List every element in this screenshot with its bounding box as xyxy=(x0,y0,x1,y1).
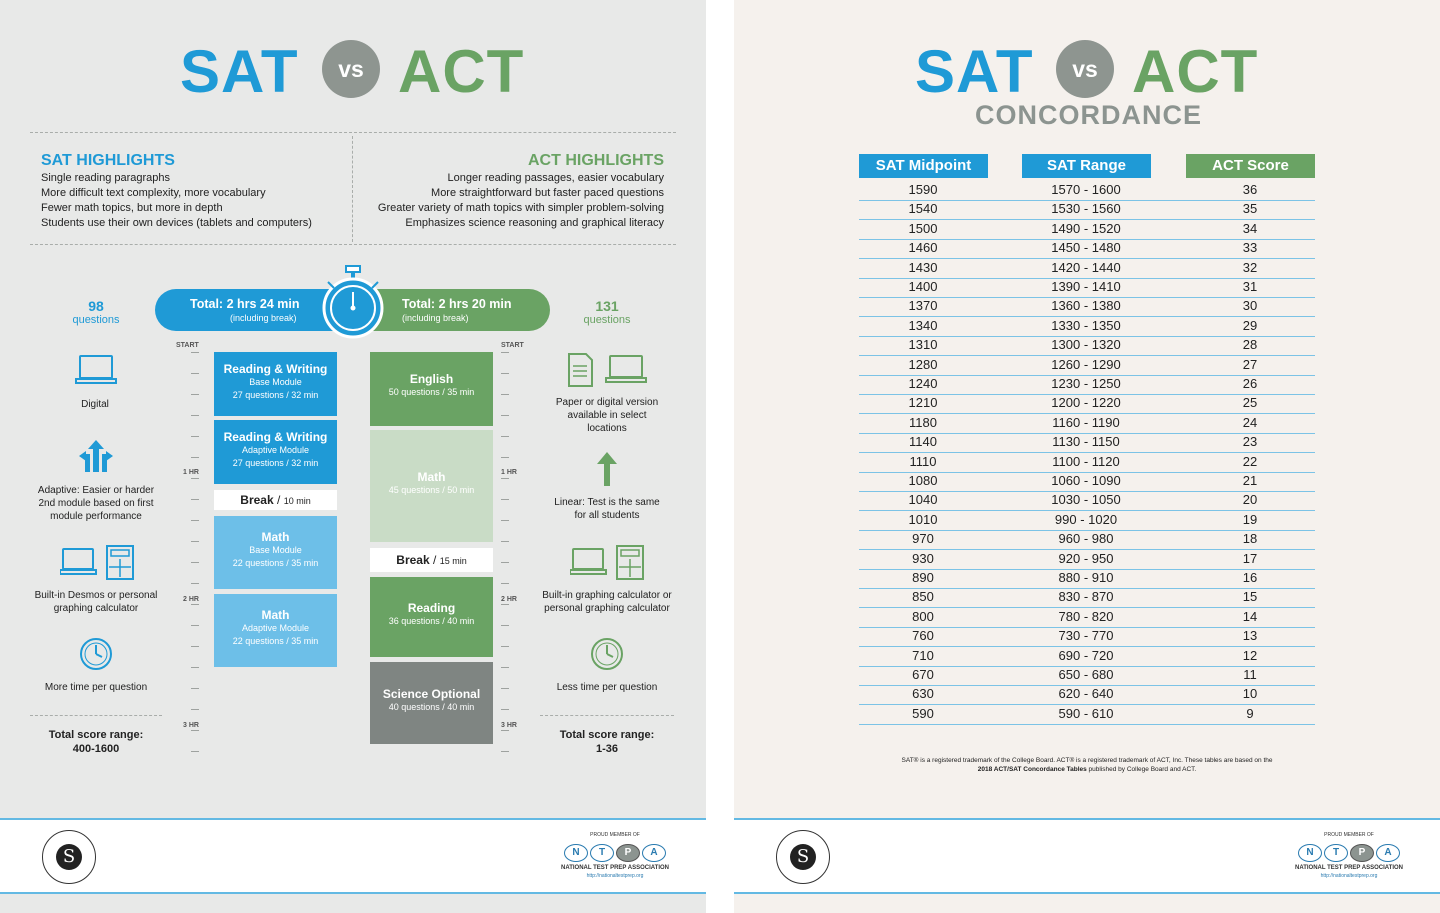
table-row xyxy=(859,588,1315,608)
table-row xyxy=(859,278,1315,298)
timeline-tick xyxy=(191,709,199,710)
logo-letter: S xyxy=(56,844,82,870)
act-score-cell: 19 xyxy=(1242,511,1258,527)
sat-range-cell: 1130 - 1150 xyxy=(1052,434,1120,450)
ntpa-letter: A xyxy=(1376,844,1400,862)
act-section-block xyxy=(370,430,493,542)
sat-section-block xyxy=(214,420,337,484)
sat-midpoint-cell: 1540 xyxy=(908,201,938,217)
sat-range-cell: 620 - 640 xyxy=(1058,686,1114,702)
sat-range-cell: 780 - 820 xyxy=(1058,608,1114,624)
act-highlight-item: More straightforward but faster paced questions xyxy=(431,187,664,199)
column-header-act-score: ACT Score xyxy=(1186,154,1315,178)
sat-range-cell: 1100 - 1120 xyxy=(1052,453,1120,469)
act-highlights-title: ACT HIGHLIGHTS xyxy=(528,152,664,169)
timeline-tick xyxy=(501,625,509,626)
sat-section-block xyxy=(214,352,337,416)
sat-total-note: (including break) xyxy=(230,313,297,323)
timeline-tick xyxy=(191,583,199,584)
sat-range-cell: 1060 - 1090 xyxy=(1051,473,1121,488)
table-row xyxy=(859,336,1315,356)
sat-midpoint-cell: 850 xyxy=(912,589,934,605)
act-feature-label: Linear: Test is the same for all students xyxy=(554,497,660,521)
table-row xyxy=(859,317,1315,337)
table-row xyxy=(859,297,1315,317)
act-question-label: questions xyxy=(583,314,631,326)
act-score-cell: 18 xyxy=(1242,531,1258,547)
sat-section-module: Base Module xyxy=(249,545,302,555)
divider xyxy=(540,715,674,716)
timeline-tick xyxy=(191,646,199,647)
sat-section-module: Adaptive Module xyxy=(241,623,310,633)
sat-range-cell: 1300 - 1320 xyxy=(1051,337,1121,353)
sat-range-cell: 1030 - 1050 xyxy=(1051,492,1121,508)
act-question-count xyxy=(562,298,652,326)
sat-range-cell: 920 - 950 xyxy=(1058,550,1114,566)
ntpa-proud-member: PROUD MEMBER OF xyxy=(590,832,640,838)
column-header-sat-range: SAT Range xyxy=(1022,154,1151,178)
sat-section-detail: 22 questions / 35 min xyxy=(232,636,319,646)
concordance-page xyxy=(734,0,1440,913)
act-score-cell: 33 xyxy=(1242,240,1258,256)
sat-midpoint-cell: 1340 xyxy=(908,317,938,333)
ntpa-url[interactable]: http://nationaltestprep.org xyxy=(1320,873,1378,879)
timeline-tick xyxy=(191,688,199,689)
page-footer xyxy=(0,818,706,894)
sat-midpoint-cell: 930 xyxy=(912,550,934,566)
act-score-range-label: Total score range: xyxy=(559,729,655,741)
timeline-tick xyxy=(191,352,199,353)
sat-midpoint-cell: 1080 xyxy=(908,473,938,488)
table-row xyxy=(859,414,1315,434)
timeline-tick xyxy=(501,436,509,437)
concordance-title-act: ACT xyxy=(1132,38,1259,105)
timeline-tick xyxy=(501,709,509,710)
act-section-title: Math xyxy=(417,470,446,484)
break-time: 15 min xyxy=(439,556,467,566)
concordance-title-sat: SAT xyxy=(915,38,1034,105)
sat-midpoint-cell: 590 xyxy=(912,705,934,721)
timeline-tick xyxy=(501,604,509,605)
sat-midpoint-cell: 760 xyxy=(912,628,934,644)
timeline-3hr-label: 3 HR xyxy=(183,722,199,729)
sat-range-cell: 1360 - 1380 xyxy=(1051,298,1121,314)
sat-midpoint-cell: 670 xyxy=(912,667,934,682)
act-score-cell: 23 xyxy=(1242,434,1258,450)
table-row xyxy=(859,433,1315,453)
act-highlight-item: Emphasizes science reasoning and graphical literacy xyxy=(405,217,664,229)
sat-section-block xyxy=(214,594,337,667)
divider xyxy=(30,132,676,133)
concordance-title-vs-badge: vs xyxy=(1056,40,1114,98)
act-section-title: Science Optional xyxy=(382,687,481,701)
sat-midpoint-cell: 890 xyxy=(912,570,934,585)
title-vs-badge: vs xyxy=(322,40,380,98)
act-feature-label: Less time per question xyxy=(556,682,658,693)
table-row xyxy=(859,200,1315,220)
sat-midpoint-cell: 1010 xyxy=(908,511,938,527)
ntpa-letter: P xyxy=(1350,844,1374,862)
sat-midpoint-cell: 800 xyxy=(912,608,934,624)
footnote-line-2 xyxy=(854,765,1320,774)
sat-midpoint-cell: 1460 xyxy=(908,240,938,256)
act-score-cell: 16 xyxy=(1242,570,1258,585)
timeline-2hr-label: 2 HR xyxy=(183,596,199,603)
act-score-cell: 10 xyxy=(1242,686,1258,702)
timeline-tick xyxy=(501,751,509,752)
timeline-tick xyxy=(191,604,199,605)
nicholson-tutoring-logo xyxy=(776,830,830,884)
sat-range-cell: 690 - 720 xyxy=(1058,647,1114,663)
sat-midpoint-cell: 1310 xyxy=(908,337,938,353)
sat-section-title: Reading & Writing xyxy=(223,430,328,444)
act-score-cell: 36 xyxy=(1242,182,1258,197)
table-row xyxy=(859,627,1315,647)
timeline-start-label: START xyxy=(176,342,199,349)
page-footer xyxy=(734,818,1440,894)
act-total-note: (including break) xyxy=(402,313,469,323)
act-section-detail: 36 questions / 40 min xyxy=(388,616,475,626)
timeline-tick xyxy=(191,457,199,458)
title-sat: SAT xyxy=(180,38,299,105)
timeline-tick xyxy=(501,394,509,395)
sat-section-module: Base Module xyxy=(249,377,302,387)
sat-section-module: Adaptive Module xyxy=(241,445,310,455)
sat-midpoint-cell: 630 xyxy=(912,686,934,702)
timeline-tick xyxy=(191,415,199,416)
sat-midpoint-cell: 1040 xyxy=(908,492,938,508)
act-score-range xyxy=(537,728,677,756)
timeline-3hr-label: 3 HR xyxy=(501,722,517,729)
timeline-tick xyxy=(191,520,199,521)
sat-range-cell: 1260 - 1290 xyxy=(1051,356,1121,372)
act-score-cell: 17 xyxy=(1242,550,1258,566)
timeline-tick xyxy=(501,562,509,563)
laptop-calculator-icon xyxy=(570,545,645,581)
act-score-cell: 29 xyxy=(1242,317,1258,333)
act-section-block xyxy=(370,662,493,744)
act-score-cell: 30 xyxy=(1242,298,1258,314)
sat-range-cell: 730 - 770 xyxy=(1058,628,1114,644)
timeline-tick xyxy=(501,583,509,584)
concordance-subtitle: CONCORDANCE xyxy=(975,100,1202,130)
timeline-tick xyxy=(501,667,509,668)
act-score-cell: 26 xyxy=(1242,376,1258,391)
act-feature-label: Paper or digital version available in select locations xyxy=(555,397,659,434)
act-section-title: English xyxy=(409,372,454,386)
ntpa-name: NATIONAL TEST PREP ASSOCIATION xyxy=(560,865,669,871)
sat-midpoint-cell: 1180 xyxy=(909,414,937,430)
sat-highlight-item: Fewer math topics, but more in depth xyxy=(41,202,223,214)
act-score-cell: 11 xyxy=(1243,667,1257,682)
table-row xyxy=(859,181,1315,201)
clock-icon xyxy=(79,637,113,671)
sat-midpoint-cell: 1400 xyxy=(908,279,938,294)
sat-range-cell: 1330 - 1350 xyxy=(1051,317,1121,333)
sat-question-number: 98 xyxy=(88,298,104,314)
table-row xyxy=(859,453,1315,473)
sat-range-cell: 880 - 910 xyxy=(1058,570,1114,585)
ntpa-proud-member: PROUD MEMBER OF xyxy=(1324,832,1374,838)
act-highlight-item: Greater variety of math topics with simpler problem-solving xyxy=(377,202,664,214)
timeline-start-label: START xyxy=(501,342,524,349)
divider xyxy=(352,136,353,242)
sat-score-range-label: Total score range: xyxy=(48,729,144,741)
sat-feature-label: Adaptive: Easier or harder 2nd module based on first module performance xyxy=(37,485,155,522)
act-score-cell: 12 xyxy=(1242,647,1258,663)
laptop-calculator-icon xyxy=(60,545,135,581)
sat-score-range xyxy=(26,728,166,756)
timeline-tick xyxy=(501,730,509,731)
sat-highlight-item: More difficult text complexity, more vocabulary xyxy=(41,187,266,199)
sat-midpoint-cell: 710 xyxy=(912,647,934,663)
act-score-cell: 32 xyxy=(1242,259,1258,275)
sat-section-detail: 27 questions / 32 min xyxy=(232,390,319,400)
timeline-tick xyxy=(191,478,199,479)
footnote-source-title: 2018 ACT/SAT Concordance Tables xyxy=(977,766,1087,773)
act-feature-label: Built-in graphing calculator or personal graphing calculator xyxy=(542,590,672,614)
sat-range-cell: 960 - 980 xyxy=(1058,531,1114,547)
sat-range-cell: 1420 - 1440 xyxy=(1051,259,1121,275)
timeline-tick xyxy=(501,520,509,521)
table-row xyxy=(859,530,1315,550)
act-score-cell: 22 xyxy=(1242,453,1258,469)
sat-range-cell: 1570 - 1600 xyxy=(1051,182,1121,197)
table-row xyxy=(859,569,1315,589)
sat-highlight-item: Single reading paragraphs xyxy=(41,172,171,184)
sat-midpoint-cell: 1370 xyxy=(908,298,938,314)
paper-laptop-icon xyxy=(566,352,648,388)
break-label: Break xyxy=(396,553,430,567)
timeline-tick xyxy=(501,646,509,647)
nicholson-tutoring-logo xyxy=(42,830,96,884)
sat-section-detail: 27 questions / 32 min xyxy=(232,458,319,468)
sat-feature-label: More time per question xyxy=(44,682,148,693)
sat-feature-label: Built-in Desmos or personal graphing calculator xyxy=(34,590,158,614)
act-score-cell: 20 xyxy=(1242,492,1258,508)
timeline-tick xyxy=(501,457,509,458)
act-highlight-item: Longer reading passages, easier vocabulary xyxy=(447,172,664,184)
ntpa-badge xyxy=(1282,832,1416,879)
act-score-cell: 28 xyxy=(1242,337,1258,353)
ntpa-letter: T xyxy=(590,844,614,862)
act-score-cell: 21 xyxy=(1242,473,1258,488)
laptop-icon xyxy=(75,354,117,386)
sat-midpoint-cell: 970 xyxy=(912,531,934,547)
table-row xyxy=(859,705,1315,725)
act-section-block xyxy=(370,577,493,657)
sat-question-count xyxy=(51,298,141,326)
sat-highlight-item: Students use their own devices (tablets and computers) xyxy=(41,217,312,229)
footnote-line-1: SAT® is a registered trademark of the College Board. ACT® is a registered trademark of ACT, Inc. These tables are based on the xyxy=(901,757,1273,764)
sat-range-cell: 1200 - 1220 xyxy=(1051,395,1121,411)
timeline-tick xyxy=(191,373,199,374)
sat-range-cell: 1230 - 1250 xyxy=(1051,376,1121,391)
sat-section-block xyxy=(214,516,337,589)
ntpa-badge xyxy=(548,832,682,879)
sat-question-label: questions xyxy=(72,314,120,326)
sat-break xyxy=(214,490,337,510)
timeline-tick xyxy=(191,541,199,542)
act-score-cell: 9 xyxy=(1246,705,1254,721)
timeline-tick xyxy=(501,688,509,689)
table-row xyxy=(859,685,1315,705)
trademark-footnote xyxy=(854,756,1320,774)
timeline-2hr-label: 2 HR xyxy=(501,596,517,603)
break-separator: / xyxy=(433,553,437,567)
table-row xyxy=(859,394,1315,414)
sat-midpoint-cell: 1430 xyxy=(908,259,938,275)
act-section-detail: 50 questions / 35 min xyxy=(388,387,475,397)
sat-range-cell: 1160 - 1190 xyxy=(1052,414,1120,430)
act-score-range-value: 1-36 xyxy=(595,743,619,755)
timeline-tick xyxy=(191,625,199,626)
ntpa-name: NATIONAL TEST PREP ASSOCIATION xyxy=(1294,865,1403,871)
act-break xyxy=(370,548,493,572)
timeline-tick xyxy=(191,562,199,563)
sat-midpoint-cell: 1590 xyxy=(908,182,938,197)
act-score-cell: 14 xyxy=(1242,608,1258,624)
ntpa-letters xyxy=(548,842,682,862)
table-row xyxy=(859,608,1315,628)
timeline-tick xyxy=(191,436,199,437)
act-score-cell: 31 xyxy=(1242,279,1258,294)
sat-midpoint-cell: 1240 xyxy=(908,376,938,391)
ntpa-letter: N xyxy=(1298,844,1322,862)
sat-section-title: Math xyxy=(261,530,290,544)
sat-range-cell: 1390 - 1410 xyxy=(1051,279,1121,294)
timeline-tick xyxy=(501,499,509,500)
sat-highlights-title: SAT HIGHLIGHTS xyxy=(41,152,175,169)
sat-range-cell: 590 - 610 xyxy=(1058,705,1114,721)
table-row xyxy=(859,550,1315,570)
act-score-cell: 27 xyxy=(1242,356,1258,372)
sat-midpoint-cell: 1140 xyxy=(909,434,937,450)
timeline-tick xyxy=(501,373,509,374)
sat-range-cell: 650 - 680 xyxy=(1058,667,1114,682)
table-row xyxy=(859,647,1315,667)
timeline-tick xyxy=(191,499,199,500)
logo-letter: S xyxy=(790,844,816,870)
timeline-tick xyxy=(501,352,509,353)
table-row xyxy=(859,259,1315,279)
timeline-tick xyxy=(191,751,199,752)
table-row xyxy=(859,239,1315,259)
break-label: Break xyxy=(240,493,274,507)
act-total-time: Total: 2 hrs 20 min xyxy=(402,297,512,311)
ntpa-letter: P xyxy=(616,844,640,862)
table-row xyxy=(859,220,1315,240)
timeline-tick xyxy=(501,478,509,479)
timeline-tick xyxy=(191,730,199,731)
sat-vs-act-comparison-page xyxy=(0,0,706,913)
act-score-cell: 15 xyxy=(1242,589,1258,605)
sat-range-cell: 990 - 1020 xyxy=(1054,511,1118,527)
sat-range-cell: 1450 - 1480 xyxy=(1051,240,1121,256)
sat-midpoint-cell: 1110 xyxy=(909,453,937,469)
act-section-block xyxy=(370,352,493,426)
break-separator: / xyxy=(277,493,281,507)
act-section-title: Reading xyxy=(407,601,456,615)
sat-range-cell: 1490 - 1520 xyxy=(1051,220,1121,236)
table-row xyxy=(859,511,1315,531)
table-row xyxy=(859,356,1315,376)
footnote-source-tail: published by College Board and ACT. xyxy=(1086,766,1197,773)
act-score-cell: 34 xyxy=(1242,220,1258,236)
ntpa-url[interactable]: http://nationaltestprep.org xyxy=(586,873,644,879)
act-score-cell: 35 xyxy=(1242,201,1258,217)
divider xyxy=(30,244,676,245)
sat-midpoint-cell: 1280 xyxy=(908,356,938,372)
sat-midpoint-cell: 1500 xyxy=(908,220,938,236)
act-score-cell: 13 xyxy=(1242,628,1258,644)
ntpa-letter: A xyxy=(642,844,666,862)
sat-range-cell: 1530 - 1560 xyxy=(1051,201,1121,217)
sat-midpoint-cell: 1210 xyxy=(908,395,938,411)
ntpa-letters xyxy=(1282,842,1416,862)
act-question-number: 131 xyxy=(595,298,619,314)
act-section-detail: 40 questions / 40 min xyxy=(388,702,475,712)
column-header-sat-midpoint: SAT Midpoint xyxy=(859,154,988,178)
timeline-tick xyxy=(501,415,509,416)
act-score-cell: 24 xyxy=(1242,414,1258,430)
table-row xyxy=(859,375,1315,395)
sat-total-time: Total: 2 hrs 24 min xyxy=(190,297,300,311)
up-arrow-icon xyxy=(596,452,618,486)
stopwatch-icon xyxy=(322,264,384,340)
timeline-1hr-label: 1 HR xyxy=(183,469,199,476)
sat-section-detail: 22 questions / 35 min xyxy=(232,558,319,568)
timeline-tick xyxy=(191,667,199,668)
timeline-tick xyxy=(501,541,509,542)
act-section-detail: 45 questions / 50 min xyxy=(388,485,475,495)
sat-range-cell: 830 - 870 xyxy=(1058,589,1114,605)
table-row xyxy=(859,491,1315,511)
ntpa-letter: N xyxy=(564,844,588,862)
timeline-1hr-label: 1 HR xyxy=(501,469,517,476)
table-row xyxy=(859,666,1315,686)
sat-section-title: Reading & Writing xyxy=(223,362,328,376)
act-score-cell: 25 xyxy=(1242,395,1258,411)
divider xyxy=(30,715,162,716)
adaptive-arrows-icon xyxy=(77,440,115,474)
title-act: ACT xyxy=(398,38,525,105)
clock-icon xyxy=(590,637,624,671)
sat-score-range-value: 400-1600 xyxy=(72,743,120,755)
table-row xyxy=(859,472,1315,492)
sat-feature-label: Digital xyxy=(81,399,109,410)
timeline-tick xyxy=(191,394,199,395)
break-time: 10 min xyxy=(283,496,311,506)
sat-section-title: Math xyxy=(261,608,290,622)
ntpa-letter: T xyxy=(1324,844,1348,862)
